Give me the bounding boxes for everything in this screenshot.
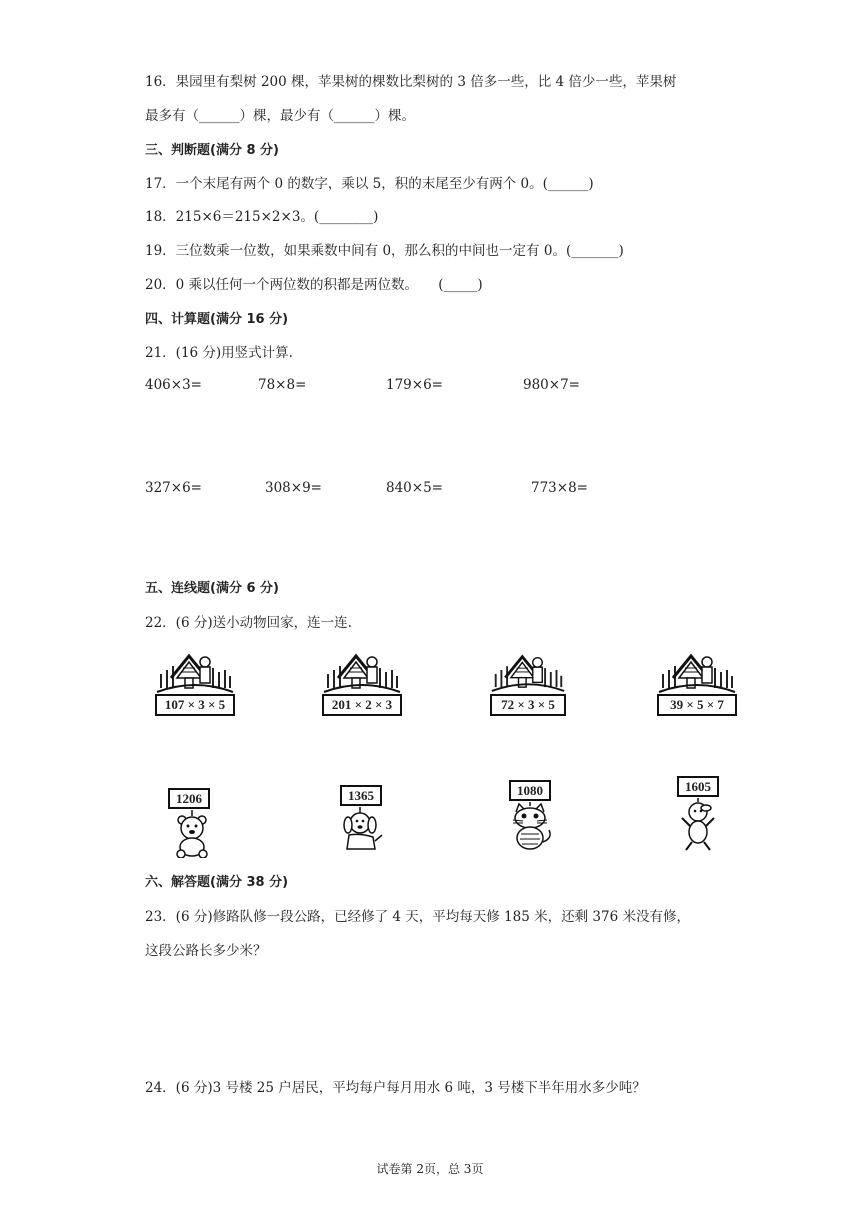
animal-number: 1605 xyxy=(677,776,719,797)
cat-icon xyxy=(505,802,555,854)
q20: 20．0 乘以任何一个两位数的积都是两位数。 (_____) xyxy=(145,277,483,293)
section-3-heading: 三、判断题(满分 8 分) xyxy=(145,143,279,158)
animal-number: 1206 xyxy=(168,788,210,809)
puppy-icon xyxy=(674,798,722,852)
q17: 17．一个末尾有两个 0 的数字，乘以 5，积的末尾至少有两个 0。(______) xyxy=(145,176,594,192)
calc-item: 773×8= xyxy=(531,480,588,496)
page-footer: 试卷第 2页，总 3页 xyxy=(376,1162,484,1176)
house-label: 72 × 3 × 5 xyxy=(490,694,566,716)
q16-line1: 16．果园里有梨树 200 棵，苹果树的棵数比梨树的 3 倍多一些，比 4 倍少一些，苹果树 xyxy=(145,74,677,90)
calc-item: 406×3= xyxy=(145,377,202,393)
q16-line2: 最多有（______）棵，最少有（______）棵。 xyxy=(145,108,415,124)
calc-item: 840×5= xyxy=(386,480,443,496)
bear-icon xyxy=(170,810,216,858)
house-label: 39 × 5 × 7 xyxy=(657,694,737,716)
house-card-2[interactable] xyxy=(322,648,402,716)
animal-number: 1365 xyxy=(340,785,382,806)
animal-card-1[interactable] xyxy=(168,788,218,858)
calc-item: 78×8= xyxy=(258,377,307,393)
house-label: 201 × 2 × 3 xyxy=(322,694,402,716)
q21: 21．(16 分)用竖式计算. xyxy=(145,345,293,361)
section-4-heading: 四、计算题(满分 16 分) xyxy=(145,312,289,327)
animal-card-3[interactable] xyxy=(505,780,557,854)
calc-item: 179×6= xyxy=(386,377,443,393)
q23-line1: 23．(6 分)修路队修一段公路，已经修了 4 天，平均每天修 185 米，还剩 376 米没有修， xyxy=(145,909,690,925)
section-6-heading: 六、解答题(满分 38 分) xyxy=(145,875,289,890)
house-icon xyxy=(322,648,402,694)
q18: 18．215×6＝215×2×3。(________) xyxy=(145,209,379,225)
q22: 22．(6 分)送小动物回家，连一连. xyxy=(145,615,352,631)
animal-card-4[interactable] xyxy=(674,776,724,852)
dog-icon xyxy=(335,807,385,853)
calc-item: 980×7= xyxy=(523,377,580,393)
calc-item: 308×9= xyxy=(265,480,322,496)
house-card-3[interactable] xyxy=(490,648,566,716)
house-label: 107 × 3 × 5 xyxy=(155,694,235,716)
q24: 24．(6 分)3 号楼 25 户居民，平均每户每月用水 6 吨，3 号楼下半年用水多少吨？ xyxy=(145,1080,646,1096)
animal-number: 1080 xyxy=(509,780,551,801)
calc-item: 327×6= xyxy=(145,480,202,496)
section-5-heading: 五、连线题(满分 6 分) xyxy=(145,581,279,596)
house-card-1[interactable] xyxy=(155,648,235,716)
house-icon xyxy=(490,648,566,694)
animal-card-2[interactable] xyxy=(335,785,387,855)
house-icon xyxy=(155,648,235,694)
q23-line2: 这段公路长多少米？ xyxy=(145,943,267,959)
q19: 19．三位数乘一位数，如果乘数中间有 0，那么积的中间也一定有 0。(_______) xyxy=(145,243,624,259)
house-icon xyxy=(657,648,737,694)
house-card-4[interactable] xyxy=(657,648,737,716)
